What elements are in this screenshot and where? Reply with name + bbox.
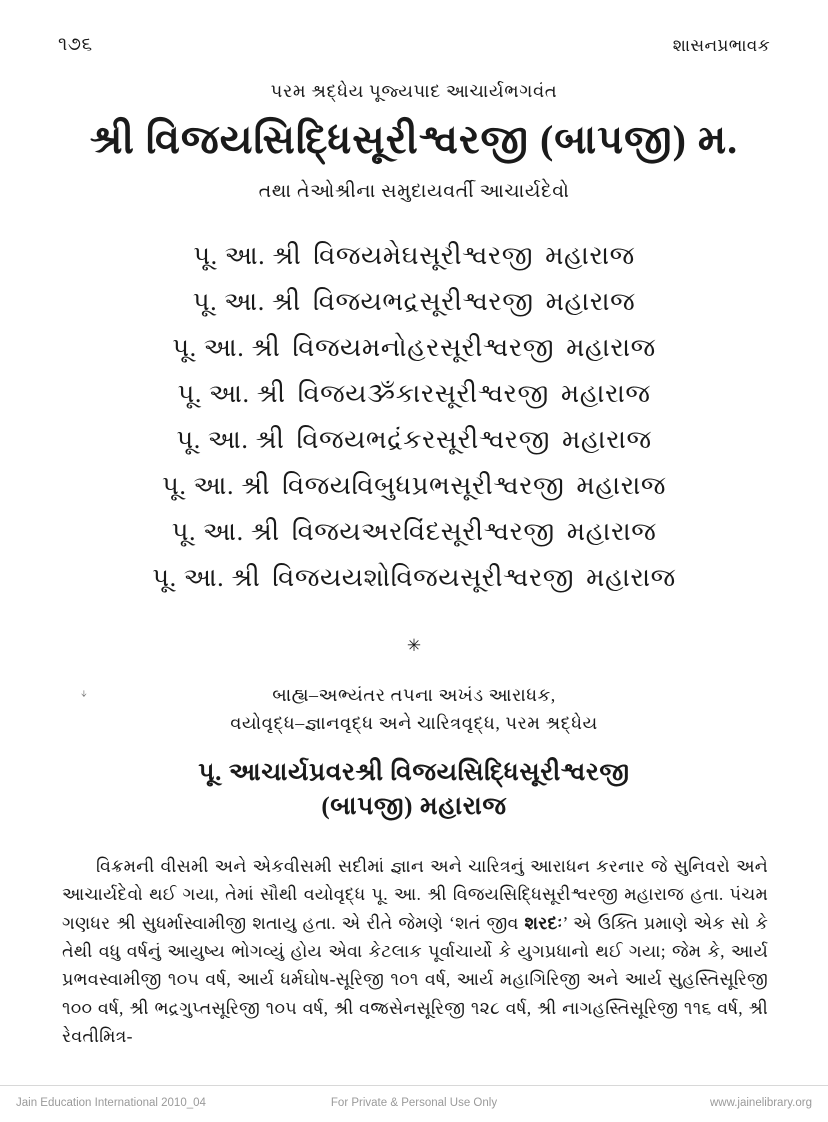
paragraph-part-1: વિક્રમની વીસમી અને એકવીસમી સદીમાં જ્ઞાન અને ચારિત્રનું આરાધન કરનાર જે સુનિવરો અને આચાર્યદેવો થઈ ગયા, તેમાં સૌથી વયોવૃદ્ધ પૂ. આ. શ્રી વિજયસિદ્ધિસૂરીશ્વરજી મહારાજ હતા. પંચમ ગણધર શ્રી સુધર્માસ્વામીજી શતાયુ હતા. એ રીતે જેમણે ‘શતં જીવ xyxy=(62,856,768,933)
list-item xyxy=(0,335,828,381)
list-item-name: વિજયૐકારસૂરીશ્વરજી xyxy=(297,379,549,408)
dedication-line-1: બાહ્ય–અભ્યંતર તપના અખંડ આરાધક, xyxy=(272,685,556,705)
page-number: ૧૭૬ xyxy=(58,34,93,55)
list-item-name: વિજયમનોહરસૂરીશ્વરજી xyxy=(292,333,555,362)
list-item-suffix: મહારાજ xyxy=(586,563,676,592)
list-item-honorific: પૂ. આ. શ્રી xyxy=(162,471,271,500)
paragraph-bold-run: શરદઃ xyxy=(524,912,563,933)
page-header xyxy=(0,34,828,60)
list-item-honorific: પૂ. આ. શ્રી xyxy=(192,287,301,316)
list-item xyxy=(0,565,828,611)
title-block xyxy=(0,80,828,203)
list-item xyxy=(0,243,828,289)
list-item-suffix: મહારાજ xyxy=(560,379,651,408)
list-item xyxy=(0,381,828,427)
list-item-honorific: પૂ. આ. શ્રી xyxy=(193,241,302,270)
list-item-suffix: મહારાજ xyxy=(566,333,656,362)
list-item-name: વિજયભદ્રંકરસૂરીશ્વરજી xyxy=(296,425,550,454)
list-item-suffix: મહારાજ xyxy=(545,241,635,270)
list-item-honorific: પૂ. આ. શ્રી xyxy=(152,563,261,592)
acharya-list xyxy=(0,243,828,611)
dedication-line-2: વયોવૃદ્ધ–જ્ઞાનવૃદ્ધ અને ચારિત્રવૃદ્ધ, પરમ શ્રદ્ધેય xyxy=(230,712,598,733)
list-item xyxy=(0,427,828,473)
list-item-name: વિજયભદ્રસૂરીશ્વરજી xyxy=(312,287,534,316)
dedication-block xyxy=(0,682,828,823)
list-item-name: વિજયયશોવિજયસૂરીશ્વરજી xyxy=(272,563,575,592)
list-item-name: વિજયઅરવિંદસૂરીશ્વરજી xyxy=(291,517,555,546)
list-item-name: વિજયમેઘસૂરીશ્વરજી xyxy=(313,241,534,270)
list-item xyxy=(0,473,828,519)
body-paragraph xyxy=(62,852,768,1050)
list-item-suffix: મહારાજ xyxy=(545,287,636,316)
paragraph-part-2: ’ એ ઉક્તિ પ્રમાણે એક સો કે તેથી વધુ વર્ષનું આયુષ્ય ભોગવ્યું હોય એવા કેટલાક પૂર્વાચાર્યો કે યુગપ્રધાનો થઈ ગયા; જેમ કે, આર્ય પ્રભવસ્વામીજી ૧૦૫ વર્ષ, આર્ય ધર્મઘોષ-સૂરિજી ૧૦૧ વર્ષ, આર્ય મહાગિરિજી અને આર્ય સુહસ્તિસૂરિજી ૧૦૦ વર્ષ, શ્રી ભદ્રગુપ્તસૂરિજી ૧૦૫ વર્ષ, શ્રી વજ્રસેનસૂરિજી ૧૨૮ વર્ષ, શ્રી નાગહસ્તિસૂરિજી ૧૧૬ વર્ષ, શ્રી રેવતીમિત્ર- xyxy=(62,912,768,1047)
list-item-honorific: પૂ. આ. શ્રી xyxy=(177,379,286,408)
list-item-suffix: મહારાજ xyxy=(561,425,652,454)
dedication-line-4: (બાપજી) મહારાજ xyxy=(321,792,507,820)
list-item-name: વિજયવિબુધપ્રભસૂરીશ્વરજી xyxy=(282,471,565,500)
list-item-honorific: પૂ. આ. શ્રી xyxy=(176,425,285,454)
list-item-honorific: પૂ. આ. શ્રી xyxy=(172,333,281,362)
list-item xyxy=(0,289,828,335)
title-pre-line: પરમ શ્રદ્ધેય પૂજ્યપાદ આચાર્યભગવંત xyxy=(270,81,558,101)
footer-left-text: Jain Education International 2010_04 xyxy=(16,1097,206,1109)
dedication-line-3: પૂ. આચાર્યપ્રવરશ્રી વિજયસિદ્ધિસૂરીશ્વરજી xyxy=(198,758,630,786)
list-item xyxy=(0,519,828,565)
footer-center-text: For Private & Personal Use Only xyxy=(330,1097,498,1109)
margin-mark-icon: ᛎ xyxy=(80,688,88,703)
footer-link[interactable]: www.jainelibrary.org xyxy=(709,1097,812,1109)
title-sub-line: તથા તેઓશ્રીના સમુદાયવર્તી આચાર્યદેવો xyxy=(258,181,570,203)
list-item-honorific: પૂ. આ. શ્રી xyxy=(171,517,280,546)
list-item-suffix: મહારાજ xyxy=(576,471,666,500)
running-head: શાસનપ્રભાવક xyxy=(672,36,770,55)
page-title: શ્રી વિજયસિદ્ધિસૂરીશ્વરજી (બાપજી) મ. xyxy=(89,117,739,163)
section-divider: ✳ xyxy=(406,636,422,655)
list-item-suffix: મહારાજ xyxy=(566,517,657,546)
page-footer xyxy=(0,1085,828,1122)
